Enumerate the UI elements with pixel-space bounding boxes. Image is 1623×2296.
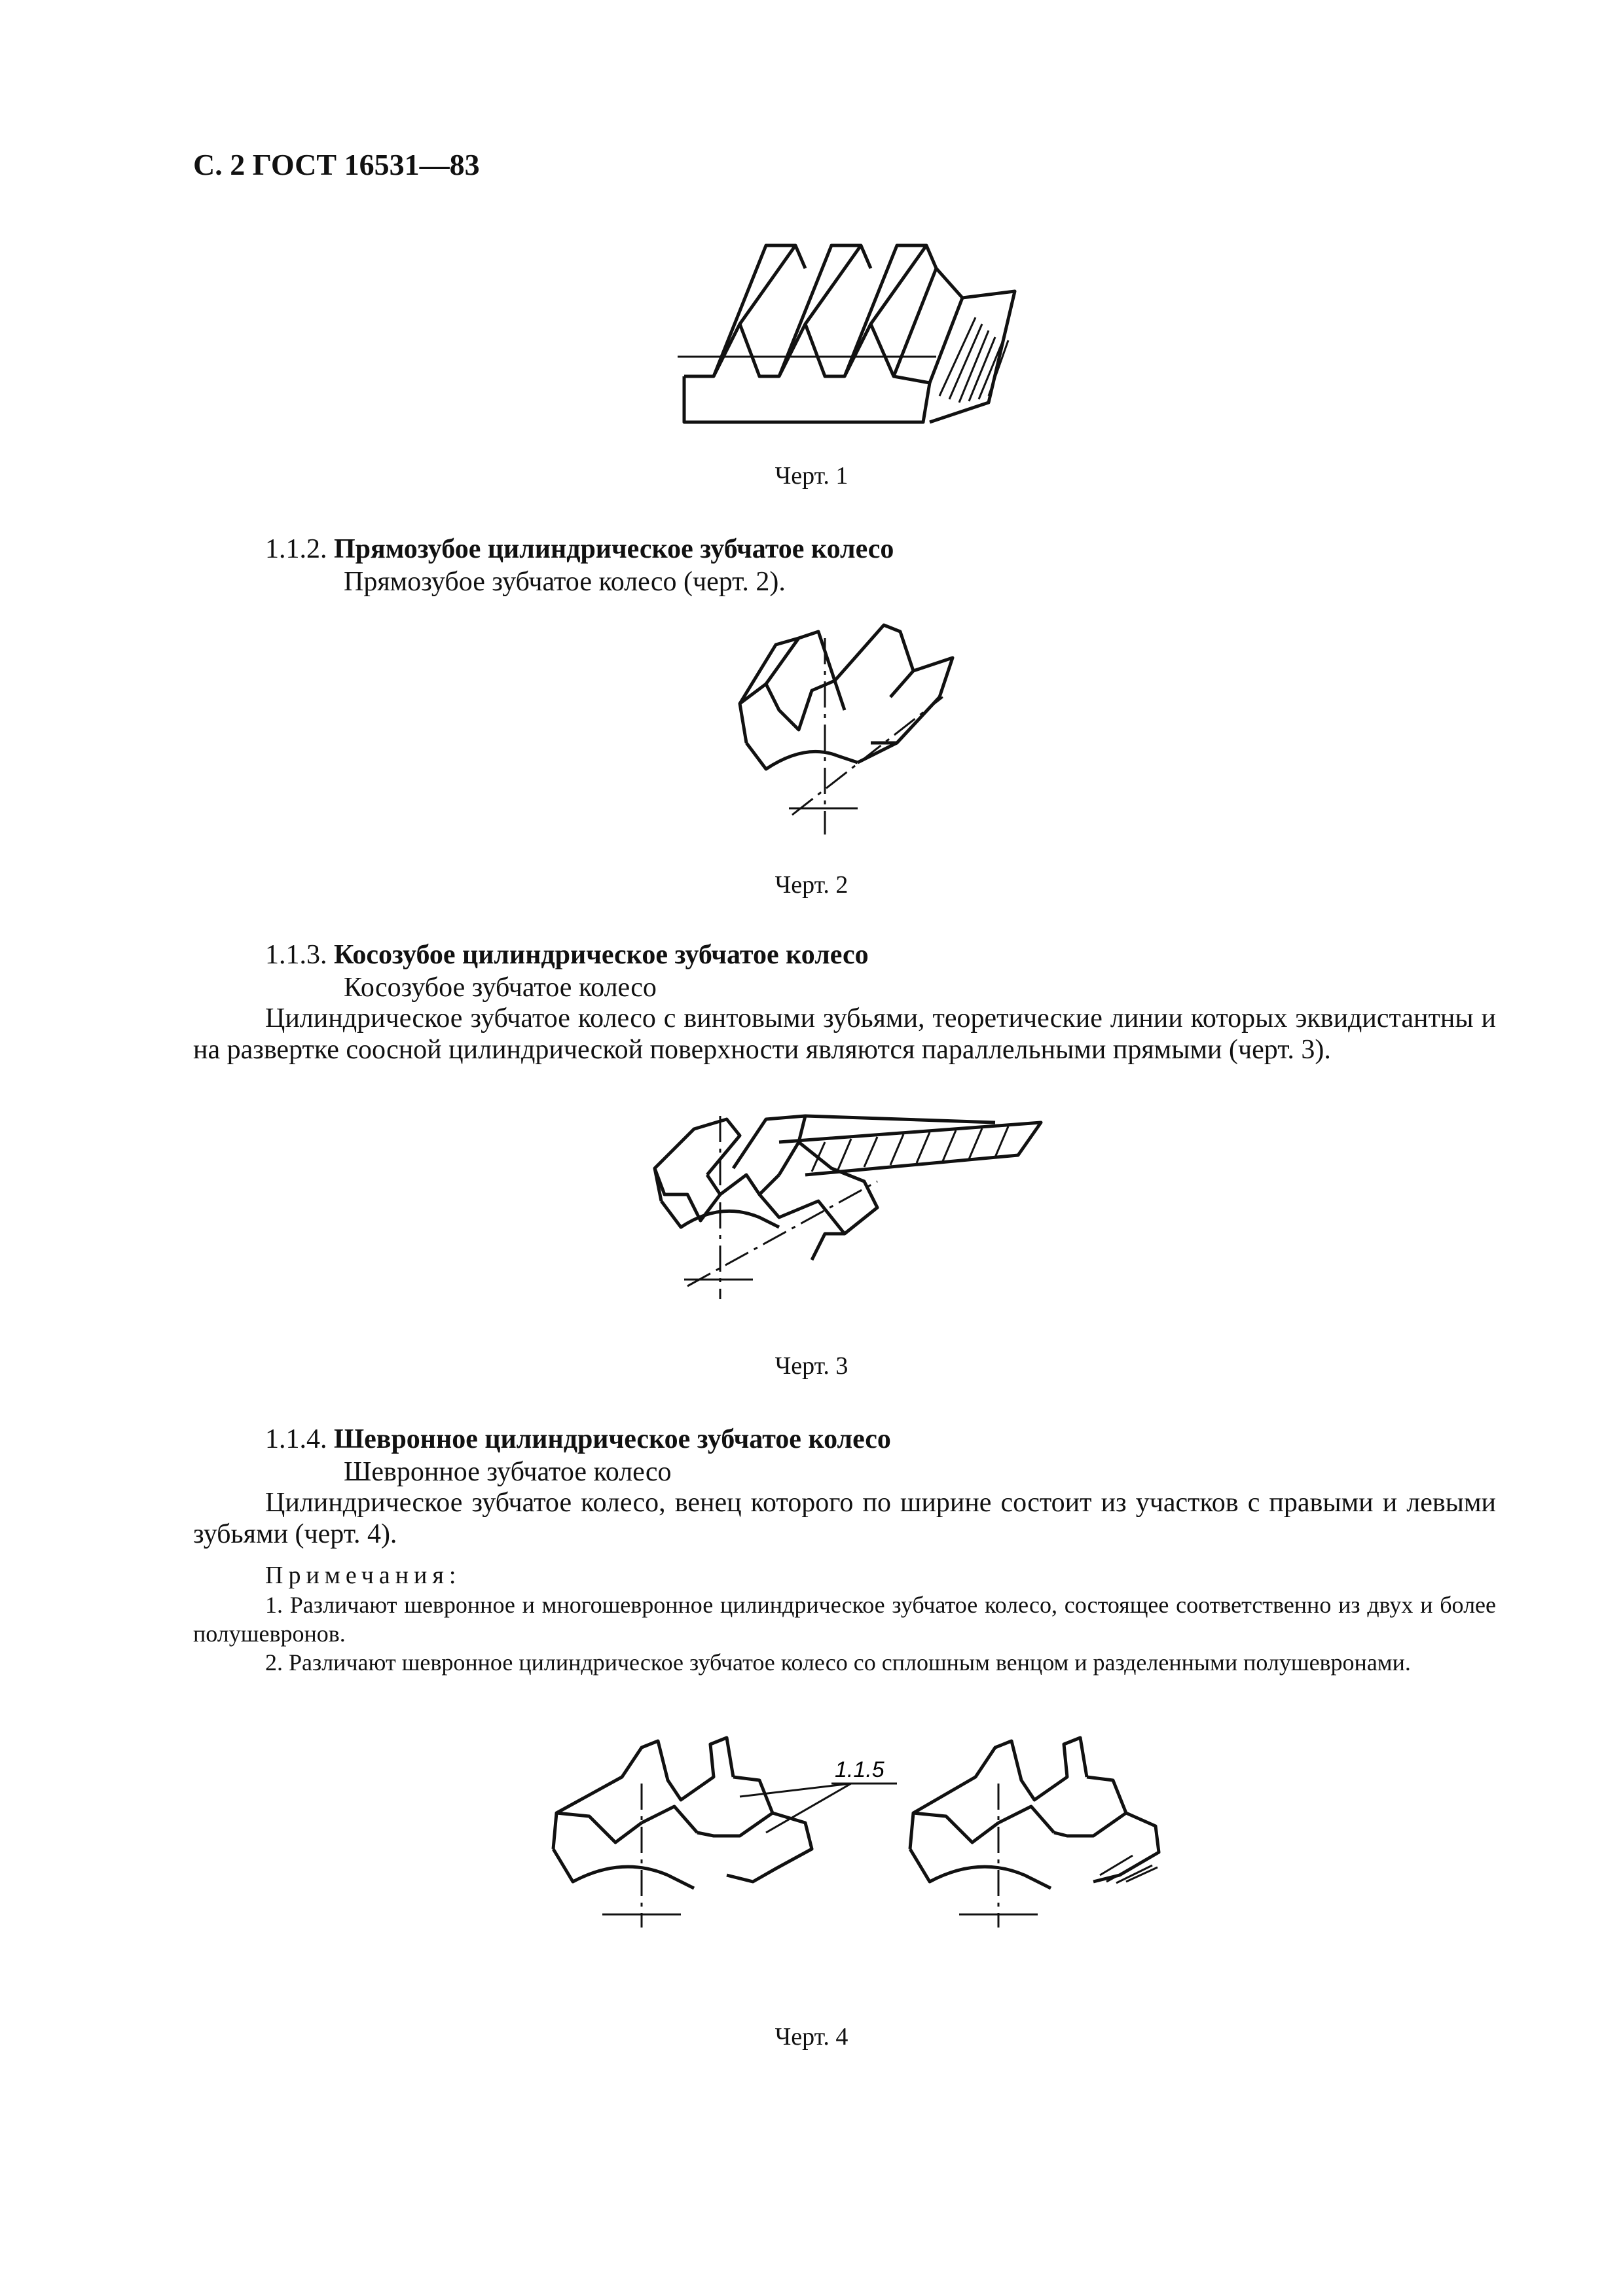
figure-3-caption: Черт. 3	[775, 1352, 848, 1380]
section-1-1-3-term: Косозубое зубчатое колесо	[344, 973, 657, 1003]
section-number: 1.1.3.	[265, 940, 327, 970]
section-1-1-3-heading	[265, 939, 869, 971]
note-item: 1. Различают шевронное и многошевронное цилиндрическое зубчатое колесо, состоящее соответственно из двух и более полушевронов.	[193, 1592, 1496, 1647]
section-title: Шевронное цилиндрическое зубчатое колесо	[334, 1424, 891, 1454]
figure-1-rack-drawing	[674, 232, 1041, 435]
section-1-1-4-term: Шевронное зубчатое колесо	[344, 1457, 672, 1487]
figure-3-helical-gear-drawing	[648, 1103, 1067, 1306]
figure-2-caption: Черт. 2	[775, 871, 848, 899]
note-item: 2. Различают шевронное цилиндрическое зубчатое колесо со сплошным венцом и разделенными полушевронами.	[265, 1649, 1411, 1676]
page-header: С. 2 ГОСТ 16531—83	[193, 148, 480, 181]
figure-1-caption: Черт. 1	[775, 462, 848, 490]
figure-4-herringbone-gears-drawing	[543, 1718, 1172, 1934]
figure-4-label: 1.1.5	[835, 1757, 884, 1782]
section-1-1-2-term: Прямозубое зубчатое колесо (черт. 2).	[344, 567, 786, 597]
figure-4-caption: Черт. 4	[775, 2023, 848, 2051]
section-number: 1.1.4.	[265, 1424, 327, 1454]
section-1-1-2-heading	[265, 533, 894, 565]
section-1-1-4-heading	[265, 1424, 891, 1455]
figure-2-spur-gear-drawing	[727, 612, 976, 841]
notes-heading: Примечания:	[265, 1562, 462, 1589]
section-1-1-4-definition: Цилиндрическое зубчатое колесо, венец которого по ширине состоит из участков с правыми и левыми зубьями (черт. 4).	[193, 1488, 1496, 1549]
section-title: Косозубое цилиндрическое зубчатое колесо	[334, 940, 869, 970]
section-number: 1.1.2.	[265, 534, 327, 564]
section-title: Прямозубое цилиндрическое зубчатое колесо	[334, 534, 894, 564]
section-1-1-3-definition: Цилиндрическое зубчатое колесо с винтовыми зубьями, теоретические линии которых эквидистантны и на развертке соосной цилиндрической поверхности являются параллельными прямыми (черт. 3).	[193, 1003, 1496, 1065]
